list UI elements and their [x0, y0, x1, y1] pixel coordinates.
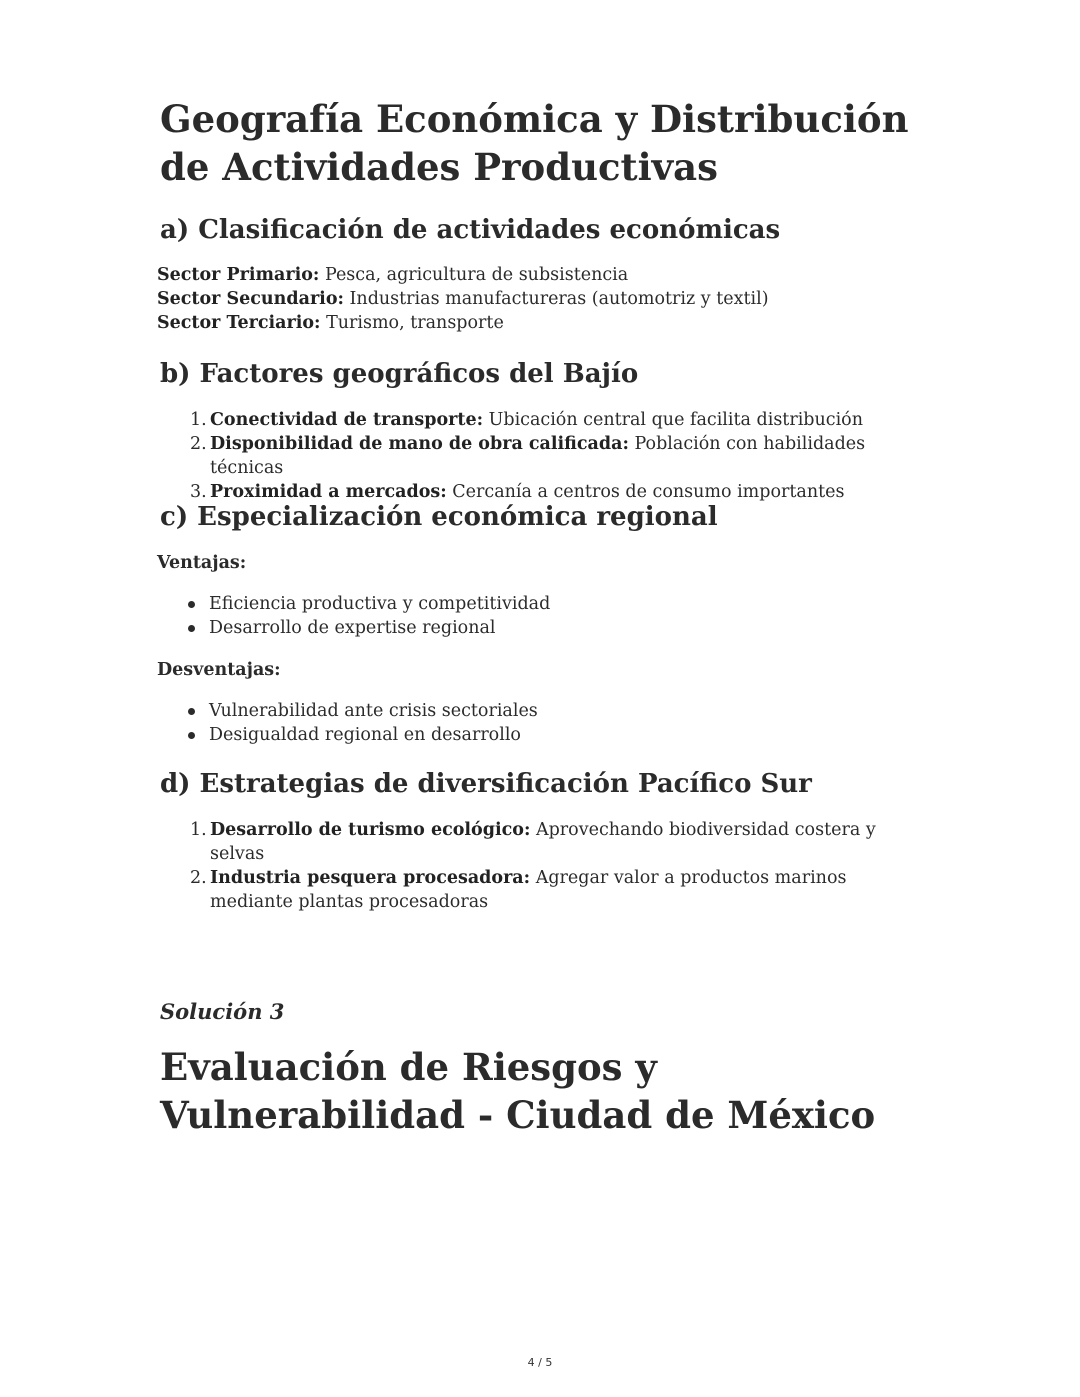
disadvantages-list [185, 699, 538, 747]
item-label: Disponibilidad de mano de obra calificada: [210, 434, 629, 454]
heading-a: a) Clasificación de actividades económicas [160, 215, 781, 245]
item-number: 2. [190, 868, 207, 888]
sector-row [157, 263, 917, 287]
advantages-label: Ventajas: [157, 553, 247, 573]
item-label: Desarrollo de turismo ecológico: [210, 820, 531, 840]
item-text: Cercanía a centros de consumo importantes [446, 482, 845, 502]
list-item [190, 408, 910, 432]
heading-c: c) Especialización económica regional [160, 502, 718, 532]
bullet-icon [188, 708, 195, 715]
item-number: 3. [190, 482, 207, 502]
sector-text: Turismo, transporte [320, 313, 504, 333]
advantages-list [185, 592, 550, 640]
item-label: Industria pesquera procesadora: [210, 868, 531, 888]
item-text: Agregar valor a productos marinos mediante plantas procesadoras [210, 868, 847, 912]
sector-text: Industrias manufactureras (automotriz y textil) [343, 289, 769, 309]
item-text: Eficiencia productiva y competitividad [209, 594, 551, 614]
bullet-icon [188, 732, 195, 739]
item-text: Vulnerabilidad ante crisis sectoriales [209, 701, 538, 721]
sector-label: Sector Primario: [157, 265, 320, 285]
sector-label: Sector Terciario: [157, 313, 321, 333]
item-text: Ubicación central que facilita distribución [483, 410, 863, 430]
sector-text: Pesca, agricultura de subsistencia [319, 265, 629, 285]
sector-row [157, 287, 917, 311]
item-text: Población con habilidades técnicas [210, 434, 866, 478]
list-item [185, 723, 538, 747]
item-label: Proximidad a mercados: [210, 482, 447, 502]
list-item [185, 592, 550, 616]
item-number: 1. [190, 410, 207, 430]
page-number: 4 / 5 [527, 1356, 553, 1369]
bullet-icon [188, 601, 195, 608]
solution-title: Evaluación de Riesgos y Vulnerabilidad - Ciudad de México [160, 1045, 876, 1137]
item-text: Aprovechando biodiversidad costera y selvas [210, 820, 876, 864]
list-item [190, 866, 910, 914]
item-text: Desarrollo de expertise regional [209, 618, 496, 638]
factors-list [190, 408, 910, 504]
list-item [185, 616, 550, 640]
page-title: Geografía Económica y Distribución de Actividades Productivas [160, 97, 909, 189]
solution-label: Solución 3 [160, 999, 285, 1024]
list-item [190, 818, 910, 866]
heading-d: d) Estrategias de diversificación Pacífico Sur [160, 769, 812, 799]
item-label: Conectividad de transporte: [210, 410, 484, 430]
item-number: 1. [190, 820, 207, 840]
list-item [185, 699, 538, 723]
item-number: 2. [190, 434, 207, 454]
bullet-icon [188, 625, 195, 632]
strategies-list [190, 818, 910, 914]
list-item [190, 432, 910, 480]
disadvantages-label: Desventajas: [157, 660, 281, 680]
sector-list [157, 263, 917, 335]
item-text: Desigualdad regional en desarrollo [209, 725, 521, 745]
sector-row [157, 311, 917, 335]
sector-label: Sector Secundario: [157, 289, 344, 309]
heading-b: b) Factores geográficos del Bajío [160, 359, 639, 389]
